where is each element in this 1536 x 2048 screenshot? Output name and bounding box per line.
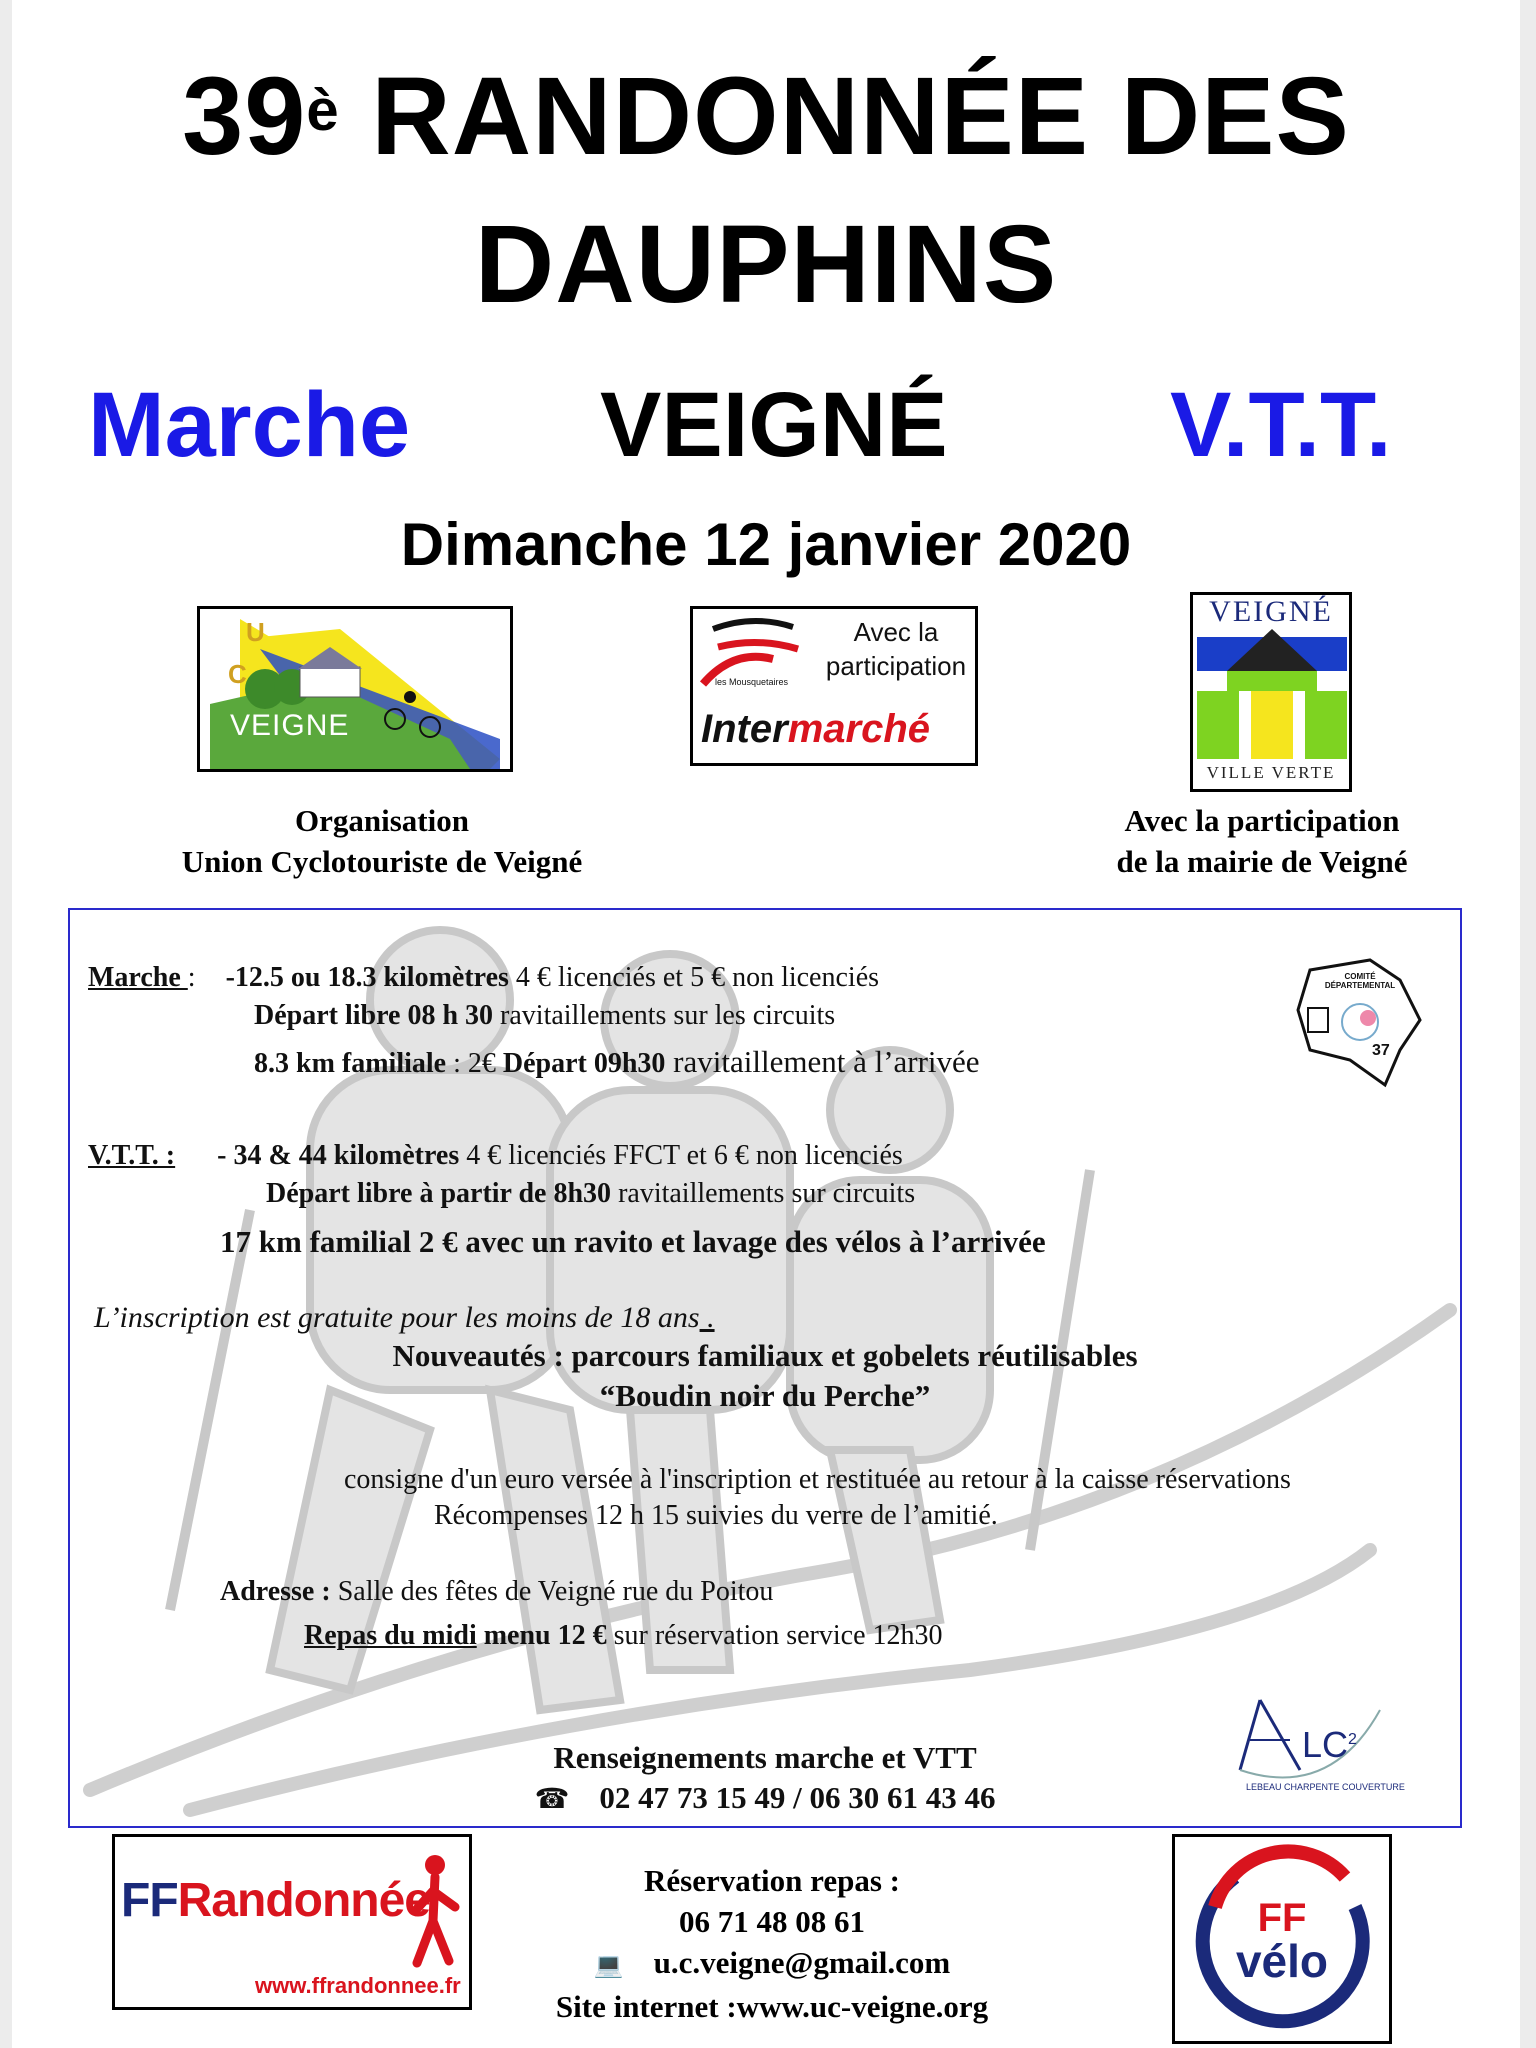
address-value: Salle des fêtes de Veigné rue du Poitou — [330, 1576, 774, 1607]
lc2-sup: 2 — [1348, 1731, 1357, 1748]
marche-ravito: ravitaillements sur les circuits — [493, 1000, 836, 1031]
marche-distances: -12.5 ou 18.3 kilomètres — [225, 962, 509, 993]
recompenses-line: Récompenses 12 h 15 suivies du verre de l’amitié. — [434, 1500, 998, 1531]
address-label: Adresse : — [220, 1576, 331, 1607]
info-phones: 02 47 73 15 49 / 06 30 61 43 46 — [599, 1780, 996, 1815]
event-date: Dimanche 12 janvier 2020 — [400, 511, 1132, 578]
vtt-prices: 4 € licenciés FFCT et 6 € non licenciés — [459, 1140, 903, 1171]
laptop-icon: 💻 — [593, 1951, 624, 1979]
ffrandonnee-name: FFRandonnée — [121, 1874, 430, 1927]
marche-label: Marche — [88, 962, 188, 993]
marche-line-2 — [254, 998, 835, 1034]
title-rest: RANDONNÉE DES — [371, 55, 1350, 178]
reservation-block — [452, 1860, 1092, 2027]
mairie-caption — [1072, 800, 1452, 882]
vtt-heading: V.T.T. — [1170, 374, 1392, 476]
ucv-logo — [197, 606, 513, 772]
veigne-heading: VEIGNÉ — [600, 374, 948, 476]
title-line-2: DAUPHINS — [474, 203, 1058, 326]
ffrandonnee-url: www.ffrandonnee.fr — [255, 1973, 461, 1998]
meal-label: Repas du midi — [304, 1620, 477, 1651]
marche-familiale-ravito: ravitaillement à l’arrivée — [665, 1044, 980, 1079]
comite-departemental-logo — [1290, 950, 1430, 1090]
ffvelo-ff: FF — [1257, 1896, 1307, 1940]
mousquetaires-text: les Mousquetaires — [715, 677, 789, 687]
title-sup: è — [306, 78, 340, 143]
vtt-label: V.T.T. : — [88, 1140, 176, 1171]
marche-familiale-depart: Départ 09h30 — [502, 1048, 666, 1079]
marche-colon: : — [187, 962, 196, 993]
reservation-title: Réservation repas : — [644, 1863, 900, 1898]
lc2-subtitle: LEBEAU CHARPENTE COUVERTURE — [1246, 1782, 1405, 1792]
free-text: L’inscription est gratuite pour les moins de 18 ans — [94, 1301, 700, 1334]
ffrandonnee-logo — [112, 1834, 472, 2010]
vtt-depart: Départ libre à partir de 8h30 — [266, 1178, 612, 1209]
info-box — [68, 908, 1462, 1828]
free-dot: . — [699, 1301, 715, 1334]
veigne-logo-top: VEIGNÉ — [1209, 595, 1333, 628]
lc2-letters: LC — [1302, 1724, 1349, 1765]
ffvelo-velo: vélo — [1235, 1935, 1329, 1987]
mairie-line-2: de la mairie de Veigné — [1116, 844, 1408, 879]
vtt-familial: 17 km familial 2 € avec un ravito et lavage des vélos à l’arrivée — [220, 1224, 1046, 1259]
organisation-caption — [122, 800, 642, 882]
info-phones-line — [70, 1780, 1460, 1817]
address-line — [220, 1574, 773, 1610]
flyer-page — [12, 0, 1520, 2048]
comite-line-1: COMITÉ — [1344, 972, 1376, 981]
meal-line — [304, 1618, 943, 1654]
veigne-ville-verte-logo — [1190, 592, 1352, 792]
meal-price: menu 12 € — [476, 1620, 607, 1651]
comite-map-graphic — [1290, 950, 1430, 1090]
reservation-email[interactable]: u.c.veigne@gmail.com — [653, 1945, 951, 1980]
ucv-c: C — [228, 659, 247, 689]
intermarche-caption — [811, 615, 978, 683]
organisation-line-1: Organisation — [295, 803, 469, 838]
vtt-distances: - 34 & 44 kilomètres — [217, 1140, 460, 1171]
marche-familiale: 8.3 km familiale — [254, 1048, 447, 1079]
comite-line-2: DÉPARTEMENTAL — [1324, 981, 1396, 990]
veigne-logo-bottom: VILLE VERTE — [1206, 763, 1336, 782]
organisation-line-2: Union Cyclotouriste de Veigné — [181, 844, 583, 879]
reservation-phone: 06 71 48 08 61 — [679, 1904, 865, 1939]
ffvelo-logo — [1172, 1834, 1392, 2044]
vtt-ravito: ravitaillements sur circuits — [611, 1178, 916, 1209]
reservation-email-line — [452, 1942, 1092, 1986]
vtt-line-1 — [88, 1138, 903, 1174]
news-line: Nouveautés : parcours familiaux et gobelets réutilisables — [392, 1338, 1138, 1373]
ucv-text: VEIGNE — [230, 709, 350, 742]
title-number: 39 — [182, 55, 307, 178]
boudin-line: “Boudin noir du Perche” — [599, 1378, 931, 1413]
consigne-line: consigne d'un euro versée à l'inscription et restituée au retour à la caisse réservations — [344, 1464, 1291, 1495]
phone-icon: ☎ — [534, 1782, 570, 1815]
intermarche-logo — [690, 606, 978, 766]
intermarche-caption-1: Avec la — [853, 617, 939, 647]
reservation-site[interactable]: Site internet :www.uc-veigne.org — [555, 1989, 989, 2024]
ville-verte-graphic — [1197, 629, 1347, 759]
marche-prices: 4 € licenciés et 5 € non licenciés — [508, 962, 880, 993]
marche-line-3 — [254, 1044, 980, 1082]
brand-inter: Inter — [701, 707, 788, 751]
marche-line-1 — [88, 960, 879, 996]
free-under-18 — [94, 1300, 715, 1336]
mairie-line-1: Avec la participation — [1124, 803, 1400, 838]
meal-service: sur réservation service 12h30 — [606, 1620, 943, 1651]
brand-marche: marché — [787, 707, 930, 751]
ucv-u: U — [246, 617, 265, 647]
comite-title — [1320, 972, 1400, 990]
info-title: Renseignements marche et VTT — [553, 1740, 977, 1775]
intermarche-caption-2: participation — [825, 651, 967, 681]
marche-familiale-price: : 2€ — [446, 1048, 503, 1079]
marche-heading: Marche — [88, 374, 411, 476]
intermarche-brand — [701, 707, 930, 752]
marche-depart: Départ libre 08 h 30 — [254, 1000, 494, 1031]
comite-number: 37 — [1372, 1042, 1390, 1059]
vtt-line-2 — [266, 1176, 915, 1212]
title-line-1 — [12, 42, 1520, 192]
